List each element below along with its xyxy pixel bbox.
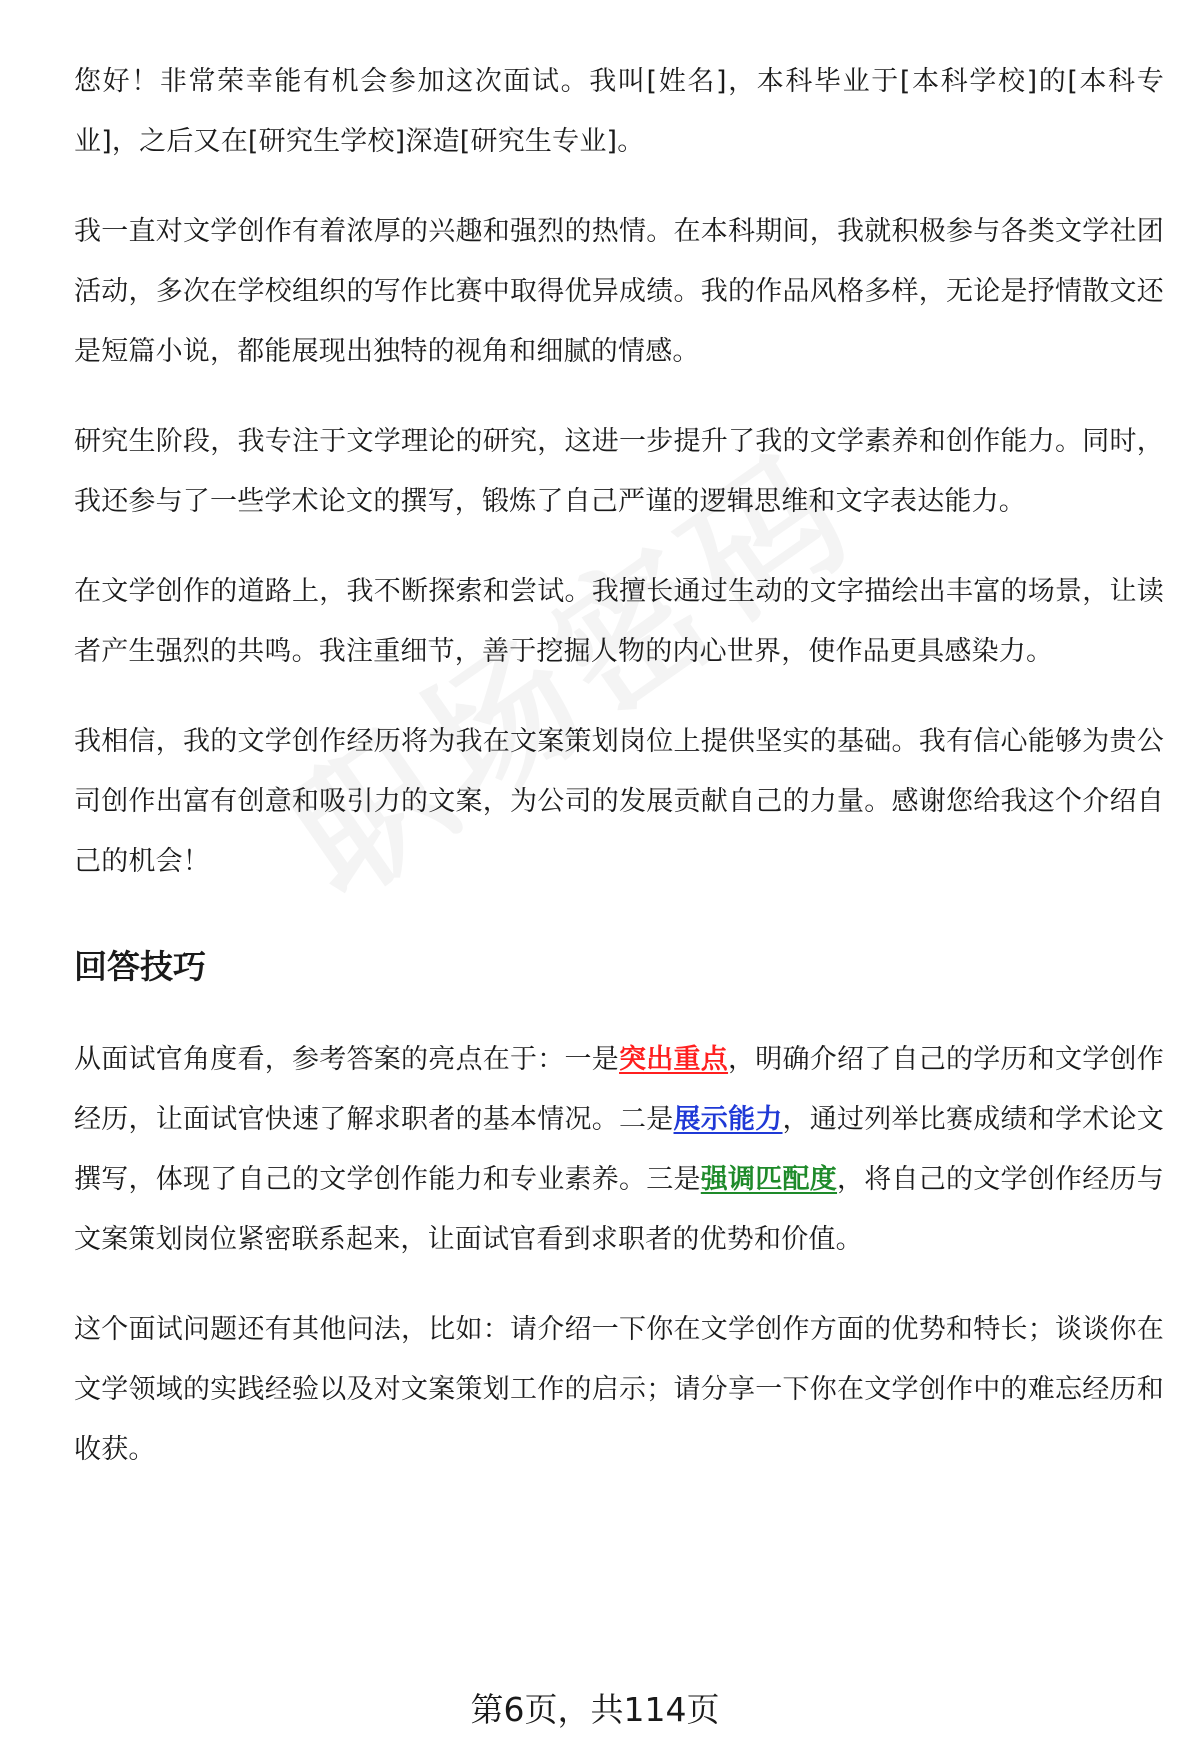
paragraph-creation: 在文学创作的道路上，我不断探索和尝试。我擅长通过生动的文字描绘出丰富的场景，让读者产生强烈的共鸣。我注重细节，善于挖掘人物的内心世界，使作品更具感染力。: [74, 576, 1164, 667]
paragraph-closing: 我相信，我的文学创作经历将为我在文案策划岗位上提供坚实的基础。我有信心能够为贵公司创作出富有创意和吸引力的文案，为公司的发展贡献自己的力量。感谢您给我这个介绍自己的机会！: [74, 726, 1164, 877]
document-body: [74, 52, 1164, 1480]
paragraph-other-questions: 这个面试问题还有其他问法，比如：请介绍一下你在文学创作方面的优势和特长；谈谈你在文学领域的实践经验以及对文案策划工作的启示；请分享一下你在文学创作中的难忘经历和收获。: [74, 1314, 1164, 1465]
page-number: 第6页，共114页: [470, 1690, 720, 1729]
tips-intro-text: 从面试官角度看，参考答案的亮点在于：一是: [74, 1044, 620, 1075]
tips-text-2: ，通过列举比赛成绩和学术论文撰写，体现了自己的文学创作能力和专业素养。三是: [74, 1104, 1164, 1195]
tips-paragraph: [74, 1030, 1164, 1270]
paragraph-interest: 我一直对文学创作有着浓厚的兴趣和强烈的热情。在本科期间，我就积极参与各类文学社团活动，多次在学校组织的写作比赛中取得优异成绩。我的作品风格多样，无论是抒情散文还是短篇小说，都能展现出独特的视角和细腻的情感。: [74, 216, 1164, 367]
highlight-focus: 突出重点: [619, 1044, 729, 1075]
tips-heading: 回答技巧: [74, 947, 206, 986]
tips-text-3: ，将自己的文学创作经历与文案策划岗位紧密联系起来，让面试官看到求职者的优势和价值。: [74, 1164, 1165, 1255]
paragraph-intro: 您好！非常荣幸能有机会参加这次面试。我叫[姓名]，本科毕业于[本科学校]的[本科专业]，之后又在[研究生学校]深造[研究生专业]。: [74, 66, 1164, 157]
highlight-ability: 展示能力: [673, 1104, 783, 1135]
tips-text-1: ，明确介绍了自己的学历和文学创作经历，让面试官快速了解求职者的基本情况。二是: [74, 1044, 1165, 1135]
highlight-match: 强调匹配度: [700, 1164, 838, 1195]
paragraph-graduate: 研究生阶段，我专注于文学理论的研究，这进一步提升了我的文学素养和创作能力。同时，我还参与了一些学术论文的撰写，锻炼了自己严谨的逻辑思维和文字表达能力。: [74, 426, 1164, 517]
